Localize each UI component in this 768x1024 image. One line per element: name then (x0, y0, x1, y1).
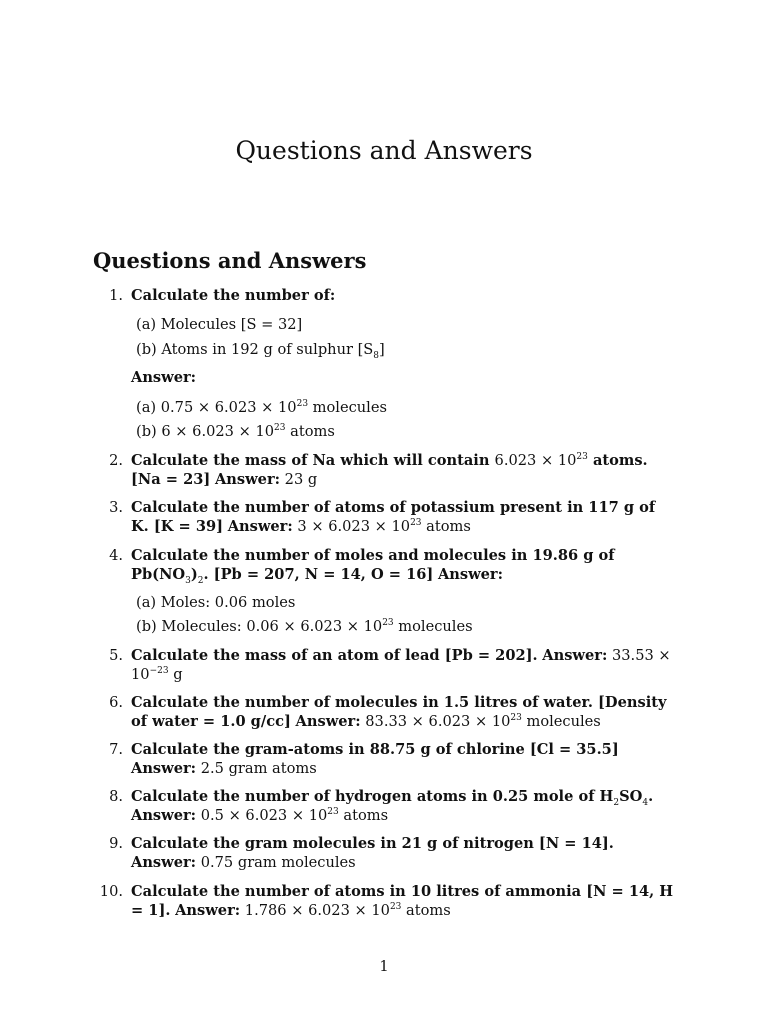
question-number: 4. (109, 547, 123, 564)
exponent: 23 (576, 452, 588, 463)
question-text: Calculate the number of molecules in 1.5 litres of water. [Density of water = 1.0 g/cc] (131, 694, 667, 730)
page-number: 1 (379, 958, 389, 975)
exponent: 23 (410, 518, 422, 529)
part-label: (b) (136, 618, 157, 635)
question-9 (109, 834, 676, 872)
answer-text: 6 × 6.023 × 10 (161, 423, 275, 440)
subscript: 2 (613, 797, 620, 808)
answer-text: 33.53 × 10 (131, 647, 671, 683)
answer-label: Answer: (437, 566, 504, 583)
question-text: Calculate the number of hydrogen atoms in 0.25 mole of H (131, 788, 614, 805)
part-label: (a) (136, 399, 157, 416)
answer-text: Molecules: 0.06 × 6.023 × 10 (161, 618, 383, 635)
answer-label: Answer: (175, 902, 241, 919)
question-text-end: . (648, 788, 654, 805)
question-2 (109, 451, 676, 489)
section-heading: Questions and Answers (93, 248, 367, 273)
answer-label: Answer: (295, 713, 361, 730)
exponent: 23 (389, 902, 402, 913)
question-number: 6. (109, 694, 123, 711)
answer-label: Answer: (131, 369, 197, 386)
part-text: Molecules [S = 32] (160, 316, 303, 333)
question-number: 9. (109, 835, 123, 852)
subscript: 3 (185, 575, 191, 586)
question-text: Calculate the number of atoms in 10 litres of ammonia [N = 14, H = 1]. (131, 883, 674, 919)
subscript: 2 (197, 575, 204, 586)
answer-unit: atoms (421, 518, 471, 535)
question-text-mid: SO (619, 788, 643, 805)
part-label: (b) (136, 341, 157, 358)
answer-text: 83.33 × 6.023 × 10 (360, 713, 511, 730)
question-number: 2. (109, 452, 123, 469)
question-10 (99, 882, 676, 920)
question-1 (109, 286, 676, 305)
answer-label: Answer: (227, 518, 293, 535)
answer-text: 0.75 × 6.023 × 10 (160, 399, 297, 416)
question-text: Calculate the number of atoms of potassium present in 117 g of K. [K = 39] (131, 499, 656, 535)
exponent: 23 (510, 713, 522, 724)
answer-unit: molecules (521, 713, 601, 730)
part-text-end: ] (379, 341, 385, 358)
question-7 (109, 740, 676, 778)
document-title: Questions and Answers (235, 136, 533, 165)
part-label: (a) (136, 594, 157, 611)
exponent: 23 (382, 618, 394, 629)
part-text: Atoms in 192 g of sulphur [S (161, 341, 374, 358)
question-number: 7. (109, 741, 123, 758)
answer-unit: atoms (338, 807, 389, 824)
question-8 (109, 787, 676, 825)
answer-text: 0.5 × 6.023 × 10 (196, 807, 328, 824)
question-6 (109, 693, 676, 731)
question-text: Calculate the gram molecules in 21 g of nitrogen [N = 14]. (131, 835, 614, 852)
question-text: Calculate the number of: (131, 287, 336, 304)
answer-unit: molecules (308, 399, 387, 416)
question-number: 5. (109, 647, 123, 664)
question-text-mid: ) (190, 566, 198, 583)
answer-label: Answer: (542, 647, 608, 664)
part-label: (b) (136, 423, 157, 440)
exponent: 23 (296, 399, 309, 410)
answer-4-part-a (136, 593, 295, 612)
exponent: −23 (149, 666, 169, 677)
answer-1-part-a (136, 398, 387, 417)
question-number: 1. (109, 287, 123, 304)
answer-text: 2.5 gram atoms (196, 760, 317, 777)
question-value: 6.023 × 10 (494, 452, 577, 469)
answer-text: 3 × 6.023 × 10 (292, 518, 411, 535)
question-3 (109, 498, 676, 536)
answer-unit: atoms (285, 423, 335, 440)
answer-4-part-b (136, 617, 473, 636)
question-4 (109, 546, 676, 586)
answer-unit: atoms (401, 902, 451, 919)
part-label: (a) (136, 316, 157, 333)
question-1-part-b (136, 340, 385, 359)
question-text: Calculate the mass of an atom of lead [Pb = 202]. (131, 647, 538, 664)
question-5 (109, 646, 676, 684)
answer-1-part-b (136, 422, 335, 441)
answer-label: Answer: (131, 854, 197, 871)
answer-unit: g (168, 666, 183, 683)
question-number: 8. (109, 788, 123, 805)
question-text-end: . [Pb = 207, N = 14, O = 16] (203, 566, 434, 583)
question-text: Calculate the gram-atoms in 88.75 g of chlorine [Cl = 35.5] (131, 741, 619, 758)
question-1-part-a (136, 315, 302, 334)
question-number: 3. (109, 499, 123, 516)
answer-label: Answer: (131, 760, 197, 777)
answer-text: 1.786 × 6.023 × 10 (240, 902, 390, 919)
subscript: 8 (373, 350, 380, 361)
answer-text: 23 g (280, 471, 318, 488)
question-text: Calculate the number of moles and molecules in 19.86 g of Pb(NO (131, 547, 615, 583)
answer-text: 0.75 gram molecules (196, 854, 356, 871)
exponent: 23 (327, 807, 339, 818)
answer-text: Moles: 0.06 moles (160, 594, 296, 611)
subscript: 4 (642, 797, 649, 808)
question-text-end: atoms. [Na = 23] (131, 452, 648, 488)
question-number: 10. (99, 883, 123, 900)
answer-label: Answer: (131, 807, 197, 824)
answer-label: Answer: (214, 471, 281, 488)
exponent: 23 (274, 423, 286, 434)
answer-unit: molecules (393, 618, 473, 635)
question-text: Calculate the mass of Na which will contain (131, 452, 495, 469)
